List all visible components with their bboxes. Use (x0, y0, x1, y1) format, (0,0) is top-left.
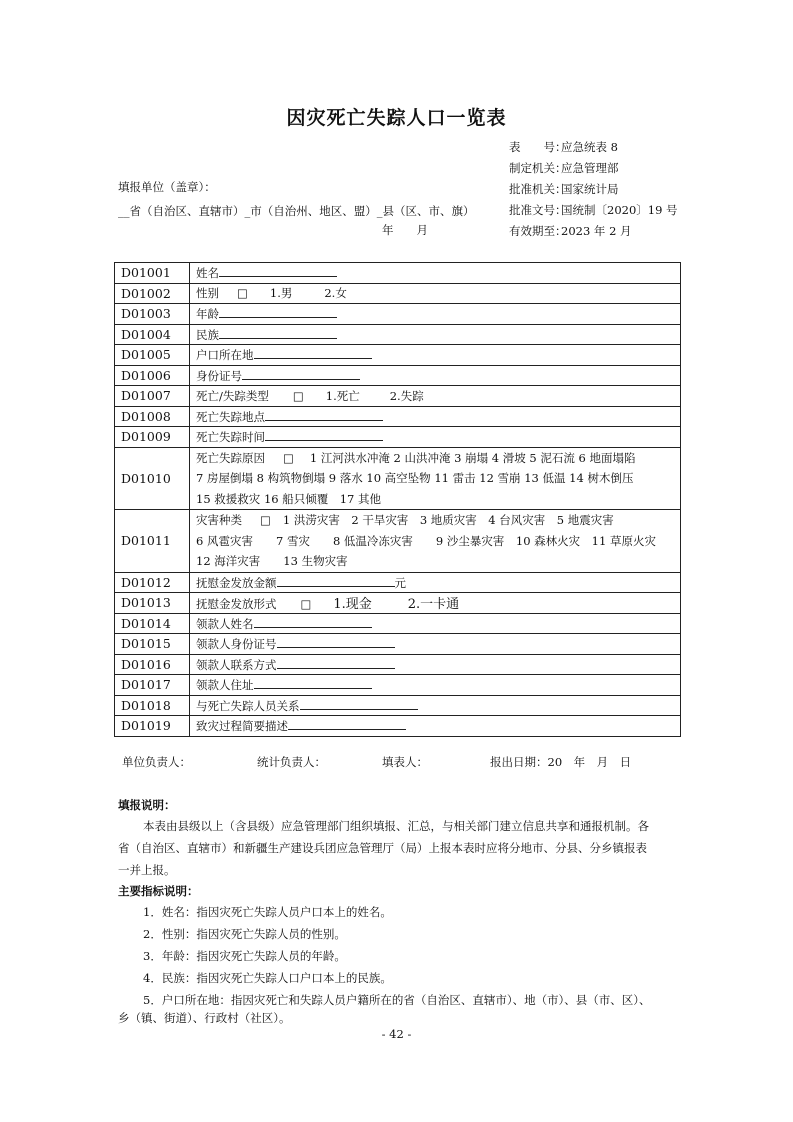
row-code: D01003 (115, 304, 190, 325)
blank-line[interactable] (254, 676, 372, 689)
option-list: 12 海洋灾害 13 生物灾害 (196, 554, 348, 568)
row-code: D01019 (115, 716, 190, 737)
row-field[interactable] (190, 675, 681, 696)
indicators-heading: 主要指标说明： (118, 884, 199, 898)
row-code: D01009 (115, 427, 190, 448)
filler-label: 填表人： (382, 755, 428, 769)
indicator-item: 1．姓名：指因灾死亡失踪人员户口本上的姓名。 (143, 905, 392, 919)
table-row (115, 427, 681, 448)
row-code: D01007 (115, 386, 190, 407)
notes-heading: 填报说明： (118, 798, 176, 812)
table-row (115, 716, 681, 737)
field-label: 死亡失踪时间 (196, 430, 265, 445)
row-field[interactable] (190, 365, 681, 386)
form-no-key: 表 号： (509, 140, 567, 154)
approval-no-value: 国统制〔2020〕19 号 (561, 203, 678, 217)
table-row (115, 695, 681, 716)
table-row (115, 593, 681, 614)
blank-line[interactable] (254, 346, 372, 359)
notes-paragraph-line: 一并上报。 (118, 863, 176, 877)
row-code: D01005 (115, 345, 190, 366)
notes-paragraph-line: 本表由县级以上（含县级）应急管理部门组织填报、汇总，与相关部门建立信息共享和通报机制。各 (143, 819, 649, 833)
row-code: D01012 (115, 572, 190, 593)
data-form-table (114, 262, 681, 737)
option-list: 7 房屋倒塌 8 构筑物倒塌 9 落水 10 高空坠物 11 雷击 12 雪崩 13 低温 14 树木倒压 (196, 471, 634, 485)
indicator-item: 3．年龄：指因灾死亡失踪人员的年龄。 (143, 949, 346, 963)
row-code: D01014 (115, 613, 190, 634)
option-list: 1 江河洪水冲淹 2 山洪冲淹 3 崩塌 4 滑坡 5 泥石流 6 地面塌陷 (309, 450, 636, 465)
option-label: 1.死亡 (325, 388, 360, 403)
row-code: D01017 (115, 675, 190, 696)
table-row (115, 406, 681, 427)
option-list: 6 风雹灾害 7 雪灾 8 低温冷冻灾害 9 沙尘暴灾害 10 森林火灾 11 草原火灾 (196, 533, 656, 548)
table-row (115, 634, 681, 655)
table-row (115, 386, 681, 407)
blank-line[interactable] (219, 326, 337, 339)
field-label: 抚慰金发放金额 (196, 575, 277, 590)
checkbox-icon[interactable]: □ (283, 450, 294, 465)
option-label: 1.男 (269, 286, 293, 301)
field-label: 领款人联系方式 (196, 657, 277, 672)
unit-head-label: 单位负责人： (122, 755, 191, 769)
blank-line[interactable] (265, 408, 383, 421)
field-label: 灾害种类 (196, 513, 242, 527)
field-label: 性别 (196, 286, 219, 301)
row-field[interactable] (190, 406, 681, 427)
row-code: D01006 (115, 365, 190, 386)
field-label: 死亡失踪原因 (196, 450, 265, 465)
option-label: 2.女 (324, 286, 347, 301)
row-field[interactable] (190, 613, 681, 634)
field-label: 死亡/失踪类型 (196, 388, 269, 403)
row-field[interactable] (190, 304, 681, 325)
field-label: 年龄 (196, 307, 219, 322)
option-label: 1.现金 (333, 597, 372, 613)
row-field[interactable] (190, 345, 681, 366)
unit-suffix: 元 (394, 575, 406, 590)
row-field[interactable] (190, 447, 681, 510)
row-code: D01018 (115, 695, 190, 716)
row-field[interactable] (190, 263, 681, 284)
blank-line[interactable] (277, 574, 395, 587)
row-code: D01008 (115, 406, 190, 427)
row-code: D01011 (115, 510, 190, 573)
row-code: D01002 (115, 283, 190, 304)
stat-head-label: 统计负责人： (257, 755, 326, 769)
table-row (115, 675, 681, 696)
field-label: 姓名 (196, 266, 219, 281)
row-field[interactable] (190, 324, 681, 345)
blank-line[interactable] (277, 635, 395, 648)
table-row (115, 365, 681, 386)
approval-no-key: 批准文号： (509, 203, 567, 217)
row-code: D01010 (115, 447, 190, 510)
field-label: 死亡失踪地点 (196, 409, 265, 424)
field-label: 户口所在地 (196, 348, 254, 363)
blank-line[interactable] (242, 367, 360, 380)
row-field[interactable] (190, 386, 681, 407)
form-metadata (509, 137, 678, 242)
field-label: 民族 (196, 327, 219, 342)
reporting-unit-label: 填报单位（盖章）： (118, 180, 216, 194)
page-title: 因灾死亡失踪人口一览表 (286, 107, 507, 129)
indicator-item: 2．性别：指因灾死亡失踪人员的性别。 (143, 927, 346, 941)
row-field[interactable] (190, 510, 681, 573)
field-label: 领款人姓名 (196, 616, 254, 631)
row-code: D01015 (115, 634, 190, 655)
approver-key: 批准机关： (509, 182, 567, 196)
blank-line[interactable] (254, 615, 372, 628)
field-label: 身份证号 (196, 368, 242, 383)
option-list: 1 洪涝灾害 2 干旱灾害 3 地质灾害 4 台风灾害 5 地震灾害 (282, 513, 614, 527)
option-label: 2.失踪 (389, 388, 424, 403)
blank-line[interactable] (300, 697, 418, 710)
field-label: 领款人身份证号 (196, 637, 277, 652)
indicator-item-continued: 乡（镇、街道）、行政村（社区）。 (118, 1011, 291, 1025)
indicator-item: 4．民族：指因灾死亡失踪人口户口本上的民族。 (143, 971, 392, 985)
row-field[interactable] (190, 572, 681, 593)
field-label: 致灾过程简要描述 (196, 719, 288, 734)
region-line: __省（自治区、直辖市）_市（自治州、地区、盟）_县（区、市、旗） (118, 204, 475, 218)
row-code: D01016 (115, 654, 190, 675)
blank-line[interactable] (277, 656, 395, 669)
approver-value: 国家统计局 (561, 182, 619, 196)
row-code: D01004 (115, 324, 190, 345)
report-date: 报出日期：20 年 月 日 (490, 755, 632, 769)
maker-value: 应急管理部 (561, 161, 619, 175)
table-row (115, 613, 681, 634)
indicator-item: 5．户口所在地：指因灾死亡和失踪人员户籍所在的省（自治区、直辖市）、地（市）、县（市、区）、 (143, 993, 651, 1007)
field-label: 与死亡失踪人员关系 (196, 698, 300, 713)
maker-key: 制定机关： (509, 161, 567, 175)
row-field[interactable] (190, 427, 681, 448)
field-label: 领款人住址 (196, 678, 254, 693)
blank-line[interactable] (219, 264, 337, 277)
table-row (115, 510, 681, 573)
table-row (115, 263, 681, 284)
row-field[interactable] (190, 593, 681, 614)
row-field[interactable] (190, 695, 681, 716)
page-number: - 42 - (381, 1027, 412, 1041)
blank-line[interactable] (288, 717, 406, 730)
checkbox-icon[interactable]: □ (260, 513, 271, 527)
valid-until-value: 2023 年 2 月 (561, 224, 632, 238)
option-label: 2.一卡通 (407, 597, 460, 613)
form-no-value: 应急统表 8 (561, 140, 618, 154)
row-field[interactable] (190, 634, 681, 655)
notes-paragraph-line: 省（自治区、直辖市）和新疆生产建设兵团应急管理厅（局）上报本表时应将分地市、分县、分乡镇报表 (118, 841, 647, 855)
table-row (115, 324, 681, 345)
valid-until-key: 有效期至： (509, 224, 567, 238)
table-row (115, 572, 681, 593)
field-label: 抚慰金发放形式 (196, 597, 277, 612)
row-field[interactable] (190, 716, 681, 737)
blank-line[interactable] (265, 428, 383, 441)
row-code: D01013 (115, 593, 190, 614)
option-list: 15 救援救灾 16 船只倾覆 17 其他 (196, 491, 382, 506)
row-code: D01001 (115, 263, 190, 284)
checkbox-icon[interactable]: □ (292, 388, 304, 403)
row-field[interactable] (190, 654, 681, 675)
table-row (115, 345, 681, 366)
checkbox-icon[interactable]: □ (237, 286, 248, 301)
checkbox-icon[interactable]: □ (300, 597, 312, 612)
table-row (115, 654, 681, 675)
row-field[interactable] (190, 283, 681, 304)
table-row (115, 283, 681, 304)
blank-line[interactable] (219, 305, 337, 318)
table-row (115, 447, 681, 510)
year-month: 年 月 (382, 223, 428, 237)
table-row (115, 304, 681, 325)
